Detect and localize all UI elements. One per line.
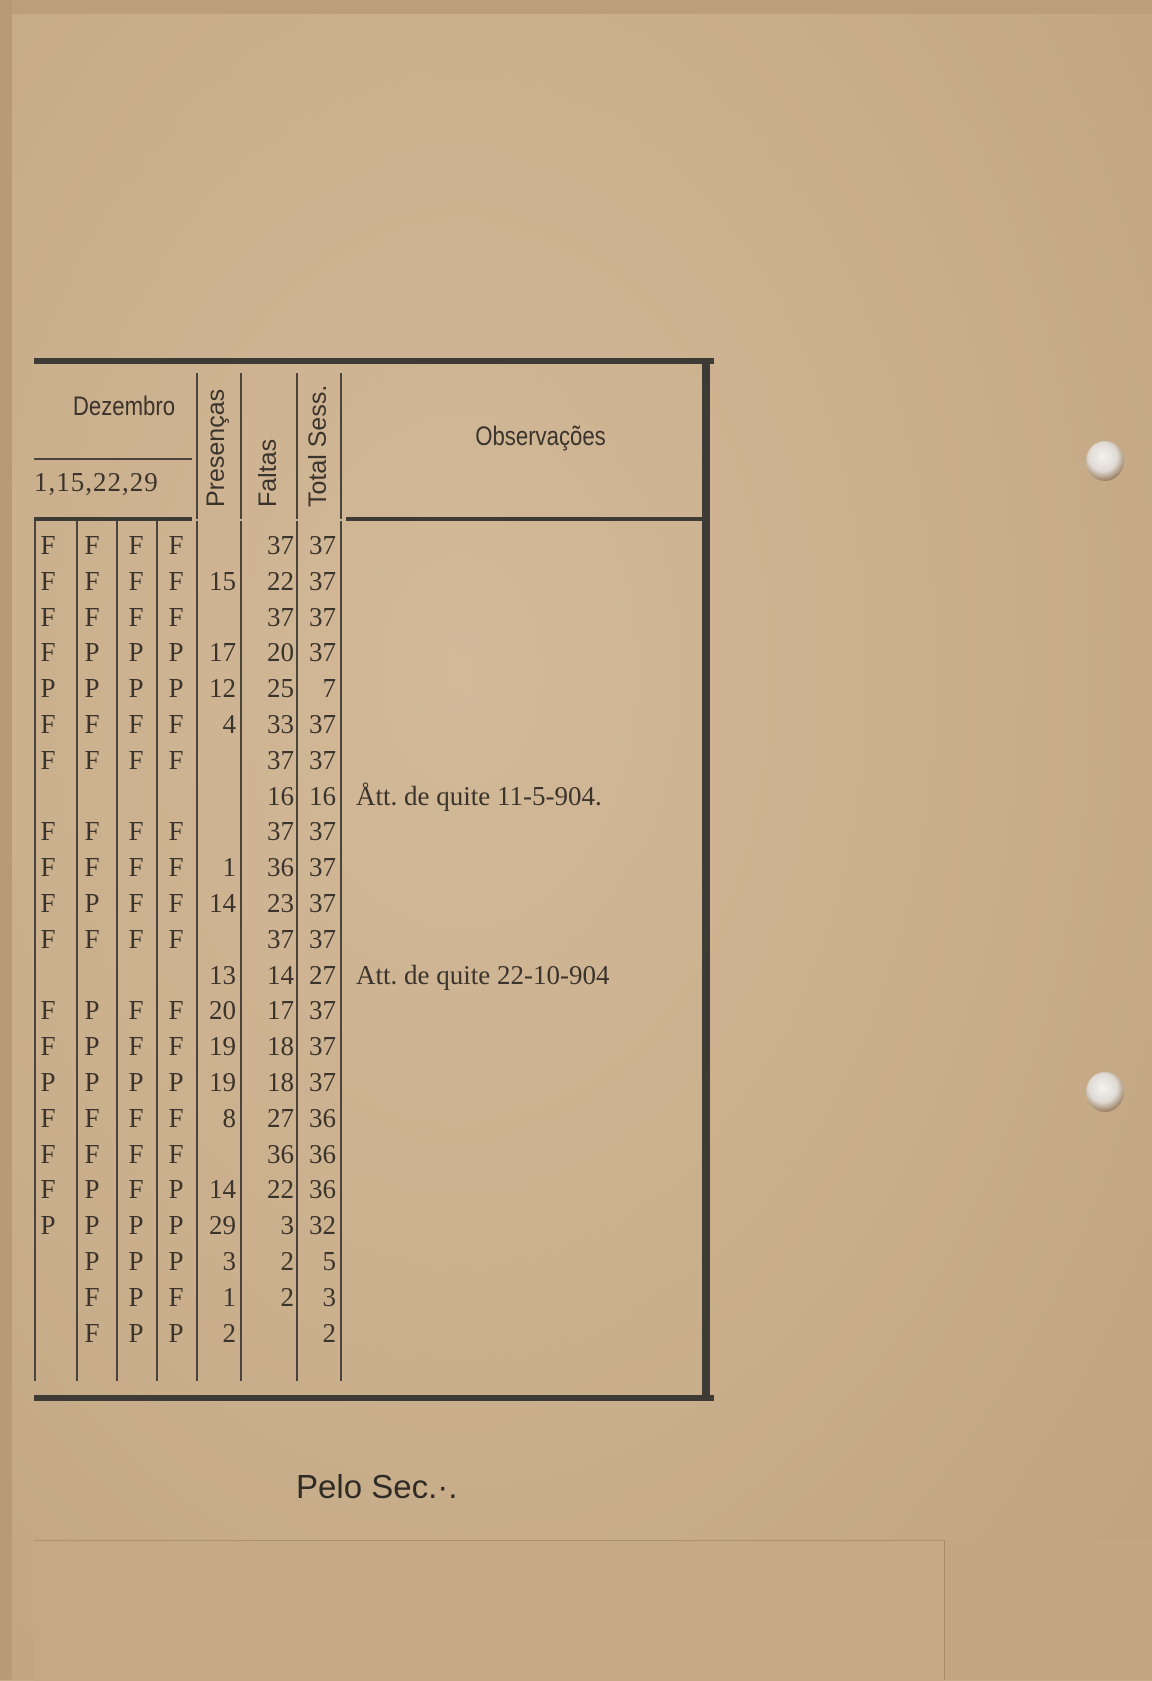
total-value: 37 xyxy=(309,1067,336,1097)
faltas-value: 25 xyxy=(267,673,294,704)
dec-22-mark: F xyxy=(128,1138,144,1169)
presencas-value: 3 xyxy=(222,1246,236,1276)
attendance-table xyxy=(34,355,714,1403)
dec-22-mark: P xyxy=(128,1246,144,1276)
presencas-value: 15 xyxy=(209,565,236,596)
dec-22-mark: F xyxy=(128,923,144,954)
faltas-value: 23 xyxy=(267,888,294,918)
faltas-value: 16 xyxy=(267,780,294,811)
faltas-header: Faltas xyxy=(254,438,282,507)
dec-15-mark: P xyxy=(84,995,100,1026)
dec-15-mark: F xyxy=(84,1281,100,1312)
dec-22-mark: F xyxy=(128,888,144,918)
faltas-value: 2 xyxy=(280,1281,294,1312)
table-row xyxy=(34,1064,714,1100)
dec-22-mark: F xyxy=(128,565,144,596)
dec-1-mark: F xyxy=(40,601,56,632)
table-row xyxy=(34,1243,714,1279)
table-bottom-rule xyxy=(34,1395,714,1401)
signature-line: Pelo Sec.·. xyxy=(296,1468,458,1505)
dec-1-mark: F xyxy=(40,888,56,918)
table-row xyxy=(34,634,714,670)
presencas-value: 13 xyxy=(209,959,236,990)
faltas-value: 14 xyxy=(267,959,294,990)
dec-29-mark: P xyxy=(168,1174,184,1205)
presencas-value: 1 xyxy=(222,1281,236,1312)
faltas-value: 20 xyxy=(267,637,294,668)
total-value: 37 xyxy=(309,852,336,883)
dec-1-mark: F xyxy=(40,565,56,596)
dec-15-mark: F xyxy=(84,1138,100,1169)
dec-29-mark: F xyxy=(168,1102,184,1133)
table-row xyxy=(34,1100,714,1136)
dec-15-mark: F xyxy=(84,565,100,596)
presencas-value: 17 xyxy=(209,637,236,668)
table-row xyxy=(34,885,714,921)
dec-22-mark: P xyxy=(128,673,144,704)
header-divider xyxy=(240,373,242,519)
total-value: 37 xyxy=(309,709,336,739)
dec-22-mark: F xyxy=(128,1031,144,1062)
total-value: 37 xyxy=(309,923,336,954)
presencas-value: 29 xyxy=(209,1210,236,1241)
table-row xyxy=(34,921,714,957)
dec-29-mark: F xyxy=(168,852,184,883)
table-row xyxy=(34,813,714,849)
dec-1-mark: F xyxy=(40,530,56,560)
dec-15-mark: F xyxy=(84,1102,100,1133)
total-value: 37 xyxy=(309,601,336,632)
faltas-value: 37 xyxy=(267,923,294,954)
dec-29-mark: F xyxy=(168,816,184,847)
dec-15-mark: P xyxy=(84,1174,100,1205)
dec-1-mark: P xyxy=(40,1067,56,1097)
table-row xyxy=(34,992,714,1028)
table-row xyxy=(34,957,714,993)
presencas-value: 19 xyxy=(209,1031,236,1062)
faltas-value: 37 xyxy=(267,530,294,560)
header-rule-dates xyxy=(34,517,192,521)
total-sessoes-header: Total Sess. xyxy=(304,384,332,507)
presencas-value: 2 xyxy=(222,1317,236,1348)
dec-1-mark: F xyxy=(40,852,56,883)
dec-29-mark: F xyxy=(168,1031,184,1062)
table-row xyxy=(34,670,714,706)
dec-1-mark: F xyxy=(40,709,56,739)
dec-29-mark: F xyxy=(168,995,184,1026)
dec-22-mark: F xyxy=(128,744,144,775)
dec-1-mark: F xyxy=(40,816,56,847)
dec-22-mark: F xyxy=(128,1174,144,1205)
faltas-value: 2 xyxy=(280,1246,294,1276)
dec-1-mark: P xyxy=(40,673,56,704)
faltas-value: 3 xyxy=(280,1210,294,1241)
dec-29-mark: P xyxy=(168,1210,184,1241)
total-value: 36 xyxy=(309,1138,336,1169)
observacoes-header: Observações xyxy=(475,421,606,451)
faltas-value: 17 xyxy=(267,995,294,1026)
table-row xyxy=(34,778,714,814)
total-value: 32 xyxy=(309,1210,336,1241)
presencas-value: 1 xyxy=(222,852,236,883)
dec-1-mark: F xyxy=(40,923,56,954)
presencas-value: 14 xyxy=(209,1174,236,1205)
dec-29-mark: F xyxy=(168,530,184,560)
dec-22-mark: F xyxy=(128,816,144,847)
dec-29-mark: F xyxy=(168,565,184,596)
dec-29-mark: P xyxy=(168,673,184,704)
dec-15-mark: P xyxy=(84,1067,100,1097)
dec-15-mark: F xyxy=(84,601,100,632)
punch-hole-lower xyxy=(1086,1072,1124,1112)
faltas-value: 22 xyxy=(267,1174,294,1205)
table-row xyxy=(34,1136,714,1172)
dec-29-mark: F xyxy=(168,1281,184,1312)
dec-15-mark: F xyxy=(84,530,100,560)
total-value: 37 xyxy=(309,565,336,596)
presencas-value: 14 xyxy=(209,888,236,918)
presencas-value: 8 xyxy=(222,1102,236,1133)
dec-29-mark: F xyxy=(168,709,184,739)
observacao-text: Ått. de quite 11-5-904. xyxy=(356,780,602,811)
dec-1-mark: F xyxy=(40,1031,56,1062)
dec-15-mark: P xyxy=(84,1246,100,1276)
dec-1-mark: F xyxy=(40,637,56,668)
faltas-value: 37 xyxy=(267,744,294,775)
total-value: 36 xyxy=(309,1102,336,1133)
header-divider xyxy=(196,373,198,519)
faltas-value: 37 xyxy=(267,816,294,847)
faltas-value: 18 xyxy=(267,1067,294,1097)
session-dates-header: 1,15,22,29 xyxy=(34,467,159,497)
total-value: 5 xyxy=(322,1246,336,1276)
dec-15-mark: P xyxy=(84,888,100,918)
dec-22-mark: F xyxy=(128,601,144,632)
faltas-value: 33 xyxy=(267,709,294,739)
dec-22-mark: F xyxy=(128,1102,144,1133)
page-edge-top xyxy=(0,0,1152,14)
dec-29-mark: F xyxy=(168,923,184,954)
total-value: 36 xyxy=(309,1174,336,1205)
table-row xyxy=(34,1315,714,1351)
dec-29-mark: F xyxy=(168,744,184,775)
dec-15-mark: P xyxy=(84,1210,100,1241)
dec-22-mark: P xyxy=(128,1317,144,1348)
faltas-value: 36 xyxy=(267,852,294,883)
dec-22-mark: P xyxy=(128,1067,144,1097)
faltas-value: 22 xyxy=(267,565,294,596)
dec-1-mark: F xyxy=(40,995,56,1026)
table-row xyxy=(34,599,714,635)
total-value: 37 xyxy=(309,888,336,918)
dec-29-mark: P xyxy=(168,1317,184,1348)
dec-1-mark: F xyxy=(40,1102,56,1133)
dec-29-mark: P xyxy=(168,1246,184,1276)
total-value: 16 xyxy=(309,780,336,811)
paper-tab-right xyxy=(944,1540,1152,1680)
table-row xyxy=(34,563,714,599)
total-value: 3 xyxy=(322,1281,336,1312)
dec-29-mark: P xyxy=(168,637,184,668)
faltas-value: 37 xyxy=(267,601,294,632)
table-row xyxy=(34,1028,714,1064)
presencas-value: 20 xyxy=(209,995,236,1026)
dec-29-mark: F xyxy=(168,601,184,632)
total-value: 37 xyxy=(309,637,336,668)
dec-22-mark: F xyxy=(128,995,144,1026)
total-value: 37 xyxy=(309,816,336,847)
page-edge-left xyxy=(0,0,12,1680)
total-value: 37 xyxy=(309,995,336,1026)
header-rule-observations xyxy=(346,517,702,521)
dec-22-mark: P xyxy=(128,637,144,668)
table-row xyxy=(34,849,714,885)
month-header: Dezembro xyxy=(72,391,176,421)
dec-15-mark: F xyxy=(84,744,100,775)
table-row xyxy=(34,527,714,563)
total-value: 7 xyxy=(322,673,336,704)
table-row xyxy=(34,742,714,778)
header-divider xyxy=(296,373,298,519)
table-row xyxy=(34,706,714,742)
presencas-value: 4 xyxy=(222,709,236,739)
total-value: 2 xyxy=(322,1317,336,1348)
table-top-rule xyxy=(34,358,714,364)
dec-15-mark: F xyxy=(84,816,100,847)
dec-22-mark: F xyxy=(128,709,144,739)
dec-15-mark: P xyxy=(84,1031,100,1062)
observacao-text: Att. de quite 22-10-904 xyxy=(356,959,610,990)
dec-15-mark: P xyxy=(84,637,100,668)
dec-15-mark: F xyxy=(84,923,100,954)
dec-15-mark: F xyxy=(84,1317,100,1348)
presencas-value: 12 xyxy=(209,673,236,704)
total-value: 27 xyxy=(309,959,336,990)
dec-29-mark: F xyxy=(168,1138,184,1169)
dec-29-mark: P xyxy=(168,1067,184,1097)
total-value: 37 xyxy=(309,744,336,775)
dec-15-mark: F xyxy=(84,852,100,883)
dec-15-mark: P xyxy=(84,673,100,704)
dec-1-mark: F xyxy=(40,744,56,775)
total-value: 37 xyxy=(309,530,336,560)
dec-1-mark: F xyxy=(40,1174,56,1205)
dec-22-mark: P xyxy=(128,1210,144,1241)
header-divider xyxy=(340,373,342,519)
faltas-value: 27 xyxy=(267,1102,294,1133)
dec-1-mark: F xyxy=(40,1138,56,1169)
dec-15-mark: F xyxy=(84,709,100,739)
dec-29-mark: F xyxy=(168,888,184,918)
paper-tab-bottom xyxy=(34,1540,944,1681)
dec-22-mark: F xyxy=(128,852,144,883)
total-value: 37 xyxy=(309,1031,336,1062)
table-row xyxy=(34,1171,714,1207)
dec-22-mark: F xyxy=(128,530,144,560)
table-row xyxy=(34,1279,714,1315)
dec-1-mark: P xyxy=(40,1210,56,1241)
month-header-rule xyxy=(34,458,192,460)
punch-hole-upper xyxy=(1086,441,1124,481)
faltas-value: 36 xyxy=(267,1138,294,1169)
table-row xyxy=(34,1207,714,1243)
dec-22-mark: P xyxy=(128,1281,144,1312)
faltas-value: 18 xyxy=(267,1031,294,1062)
presencas-header: Presenças xyxy=(202,388,230,507)
presencas-value: 19 xyxy=(209,1067,236,1097)
